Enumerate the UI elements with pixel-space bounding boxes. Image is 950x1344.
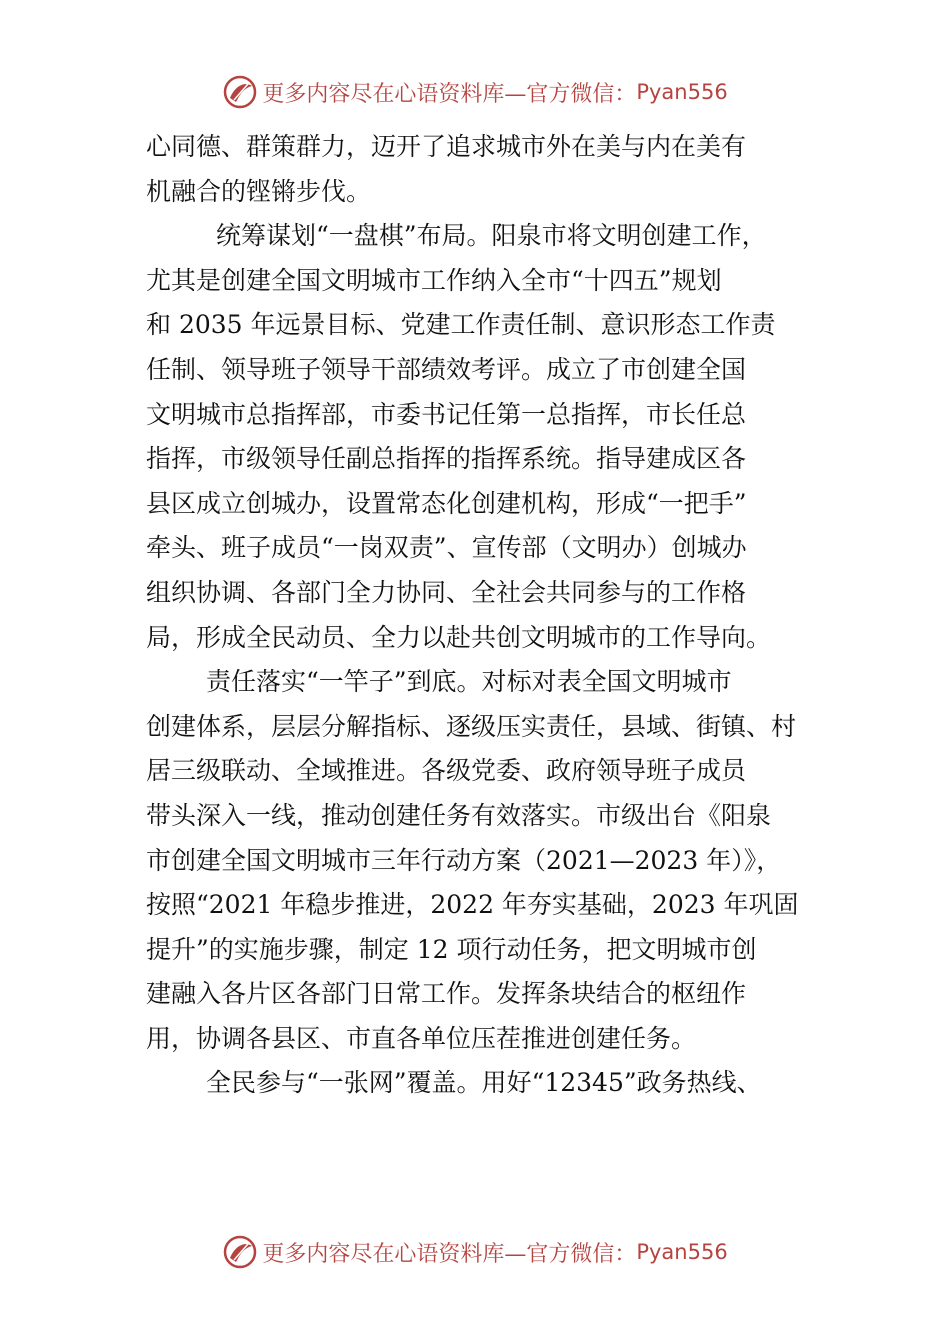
text-line: 组织协调、各部门全力协同、全社会共同参与的工作格 xyxy=(146,577,747,607)
paragraph-start: 统筹谋划“一盘棋”布局。阳泉市将文明创建工作， xyxy=(216,221,767,251)
document-body xyxy=(146,125,826,1106)
logo-icon xyxy=(222,74,258,110)
paragraph-start: 全民参与“一张网”覆盖。用好“12345”政务热线、 xyxy=(206,1068,762,1098)
text-line: 创建体系，层层分解指标、逐级压实责任，县域、街镇、村 xyxy=(146,711,797,741)
text-line: 居三级联动、全域推进。各级党委、政府领导班子成员 xyxy=(146,756,747,786)
text-line: 按照“2021 年稳步推进，2022 年夯实基础，2023 年巩固 xyxy=(146,890,799,920)
text-line: 带头深入一线，推动创建任务有效落实。市级出台《阳泉 xyxy=(146,800,772,830)
text-line: 市创建全国文明城市三年行动方案（2021—2023 年）》， xyxy=(146,845,782,875)
text-line: 用，协调各县区、市直各单位压茬推进创建任务。 xyxy=(146,1023,697,1053)
text-line: 心同德、群策群力，迈开了追求城市外在美与内在美有 xyxy=(146,132,747,161)
text-line: 局，形成全民动员、全力以赴共创文明城市的工作导向。 xyxy=(146,622,772,652)
banner-text: 更多内容尽在心语资料库—官方微信： xyxy=(262,81,637,107)
text-line: 提升”的实施步骤，制定 12 项行动任务，把文明城市创 xyxy=(146,934,757,964)
text-line: 指挥，市级领导任副总指挥的指挥系统。指导建成区各 xyxy=(146,444,747,474)
banner-wechat-id: Pyan556 xyxy=(636,80,728,104)
text-line: 任制、领导班子领导干部绩效考评。成立了市创建全国 xyxy=(146,354,747,384)
banner-text: 更多内容尽在心语资料库—官方微信： xyxy=(262,1241,637,1267)
paragraph-start: 责任落实“一竿子”到底。对标对表全国文明城市 xyxy=(206,667,732,697)
logo-icon xyxy=(222,1234,258,1270)
text-line: 牵头、班子成员“一岗双责”、宣传部（文明办）创城办 xyxy=(146,533,747,563)
text-line: 尤其是创建全国文明城市工作纳入全市“十四五”规划 xyxy=(146,265,722,295)
banner-wechat-id: Pyan556 xyxy=(636,1240,728,1264)
text-line: 机融合的铿锵步伐。 xyxy=(146,176,372,206)
text-line: 建融入各片区各部门日常工作。发挥条块结合的枢纽作 xyxy=(146,979,747,1009)
header-banner xyxy=(0,72,950,112)
footer-banner xyxy=(0,1232,950,1272)
text-line: 和 2035 年远景目标、党建工作责任制、意识形态工作责 xyxy=(146,310,776,340)
text-line: 县区成立创城办，设置常态化创建机构，形成“一把手” xyxy=(146,488,747,518)
text-line: 文明城市总指挥部，市委书记任第一总指挥，市长任总 xyxy=(146,399,747,429)
